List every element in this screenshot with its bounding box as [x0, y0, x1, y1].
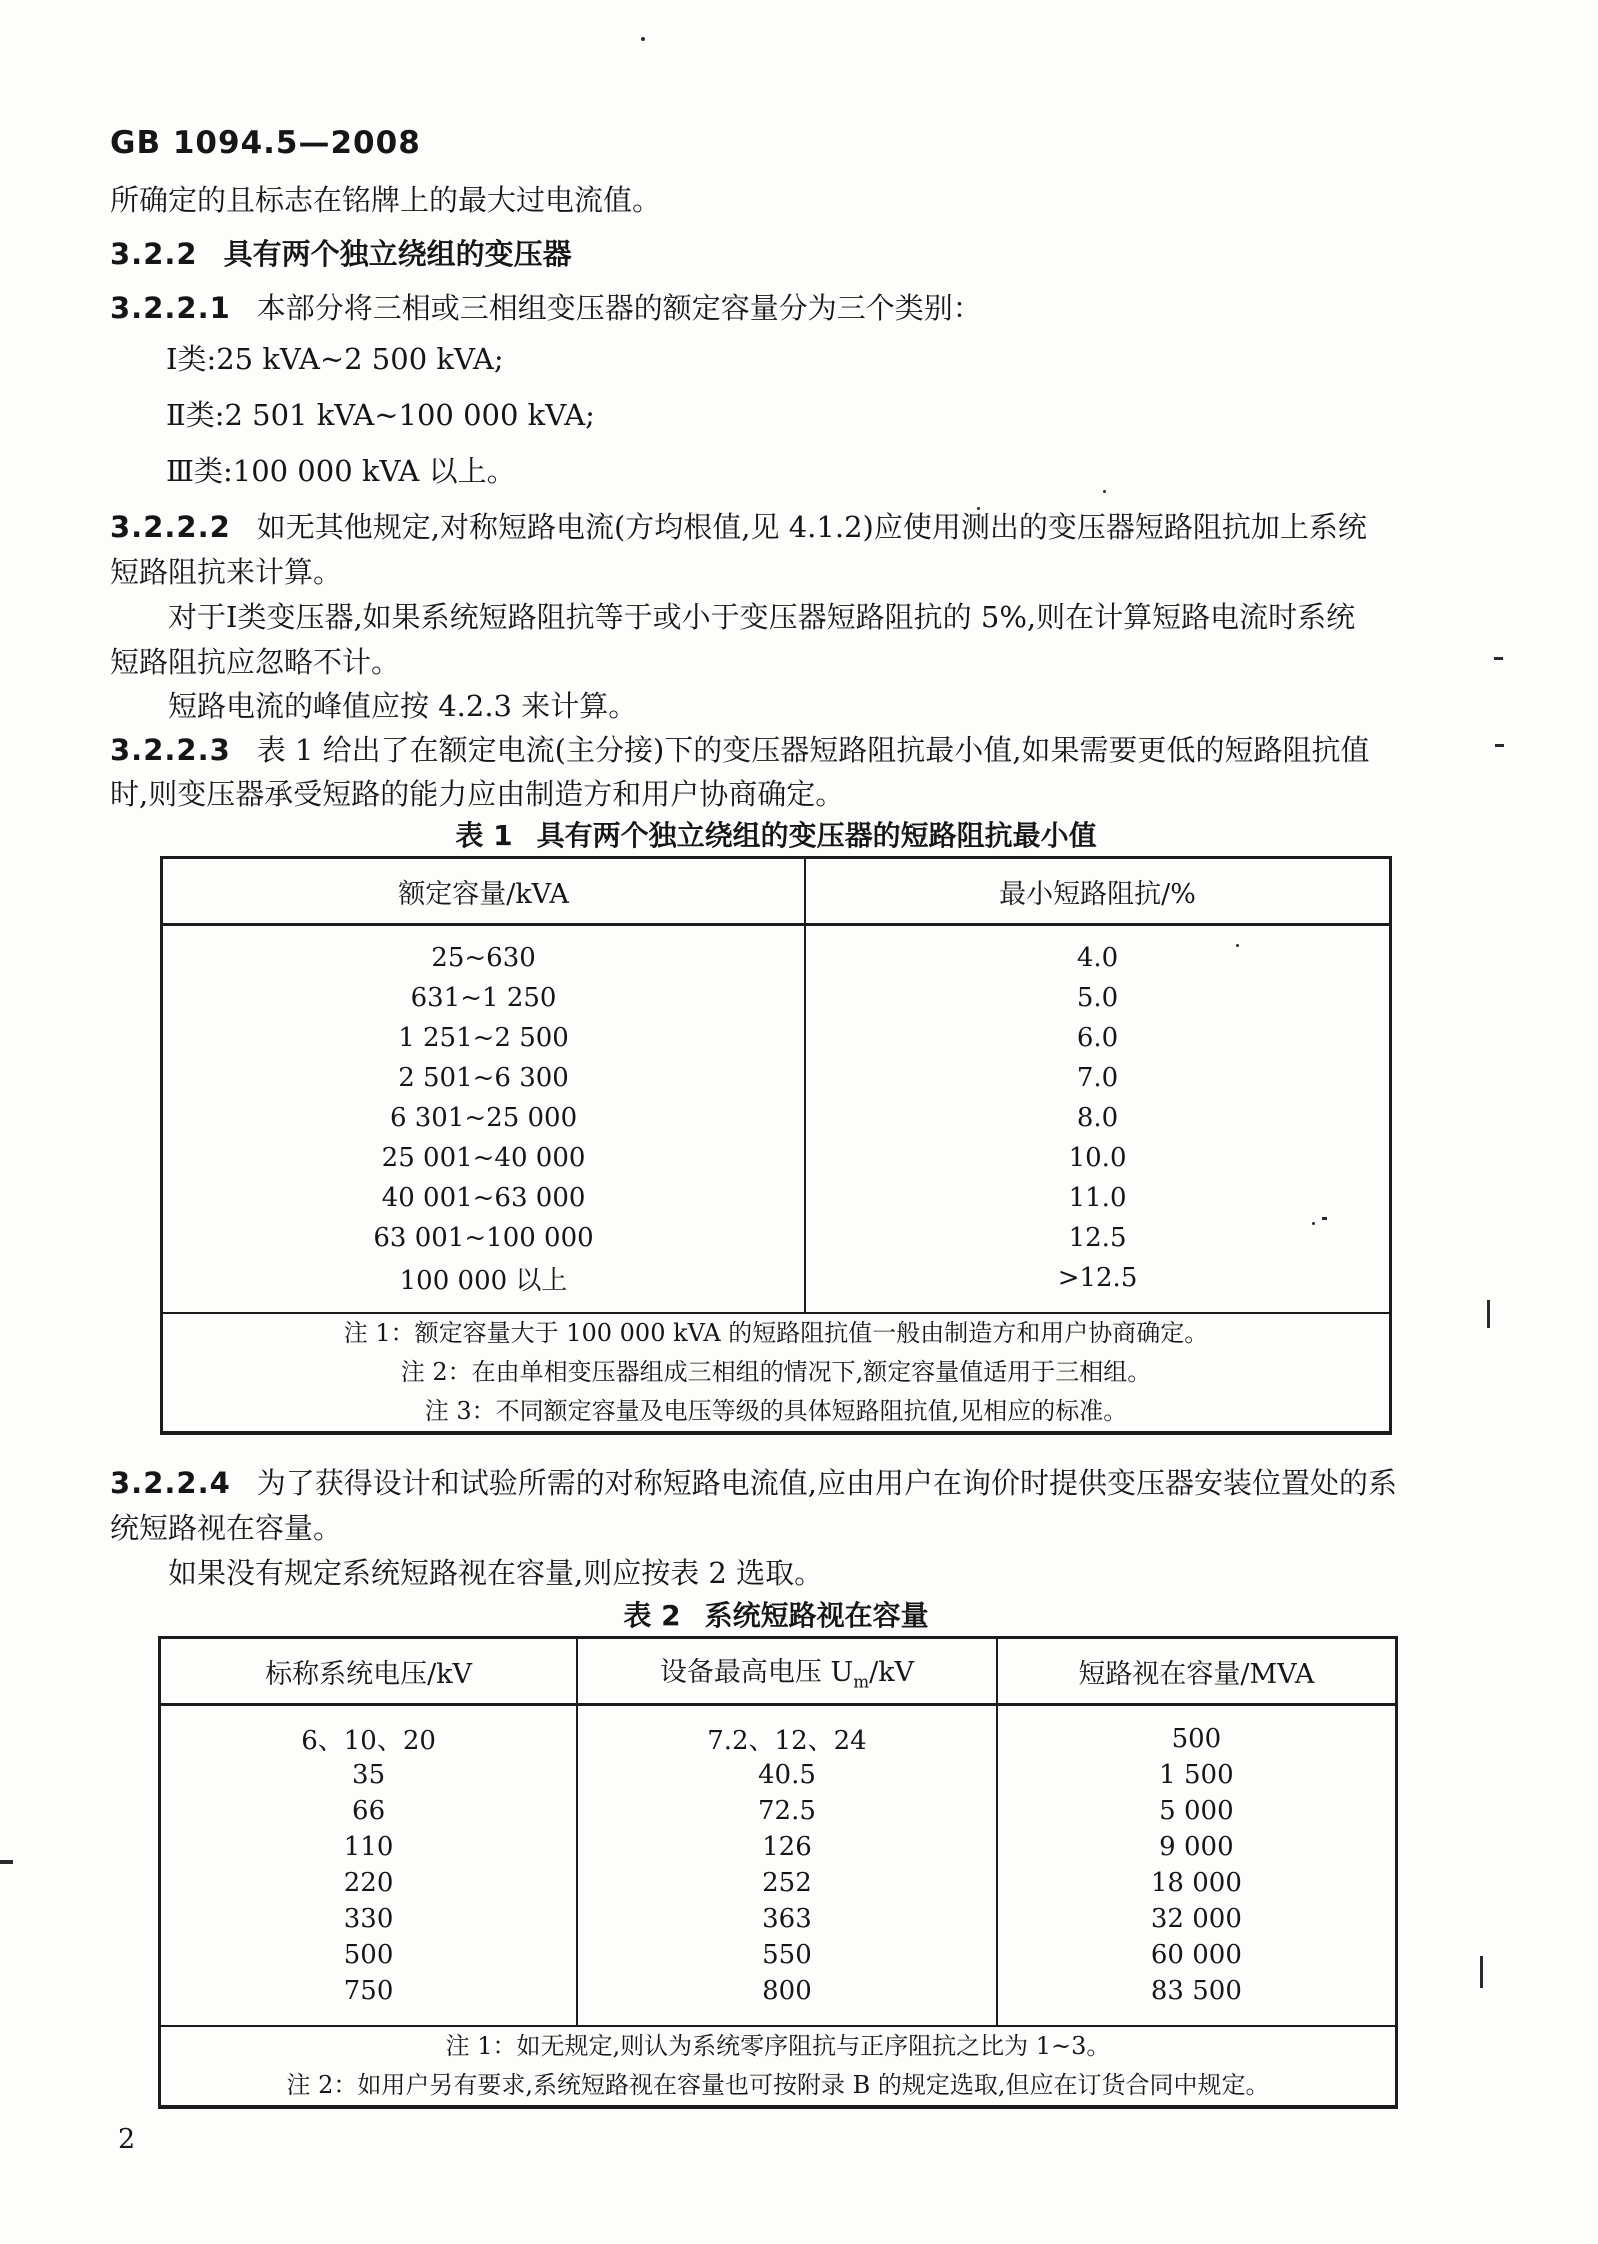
- clause-number-3-2-2-1: 3.2.2.1: [110, 291, 231, 325]
- cell-apparent-power: 1 500: [1159, 1760, 1234, 1790]
- cell-capacity: 631~1 250: [162, 978, 806, 1018]
- cell-um: 363: [577, 1901, 997, 1937]
- clause-number-3-2-2-4: 3.2.2.4: [110, 1466, 231, 1500]
- table-row: [162, 925, 1391, 979]
- cell-nominal-voltage: 6、10、20: [160, 1705, 578, 1758]
- table-row: [160, 1793, 1397, 1829]
- table2-caption: [160, 1596, 1392, 1636]
- cell-capacity: 100 000 以上: [162, 1258, 806, 1313]
- table1-note-2: 注 2：在由单相变压器组成三相组的情况下,额定容量值适用于三相组。: [400, 1358, 1152, 1386]
- um-suffix: /kV: [869, 1657, 915, 1689]
- paragraph-class1-rule-line1: 对于Ⅰ类变压器,如果系统短路阻抗等于或小于变压器短路阻抗的 5%,则在计算短路电流时系统: [168, 600, 1356, 634]
- scan-artifact: [1494, 657, 1503, 660]
- table1-header-row: [162, 858, 1391, 925]
- clause-text-3-2-2-2: 如无其他规定,对称短路电流(方均根值,见 4.1.2)应使用测出的变压器短路阻抗加上系统: [256, 510, 1367, 544]
- table1-caption-label: 表 1: [455, 819, 513, 852]
- clause-3-2-2-2-line2: 短路阻抗来计算。: [110, 555, 343, 589]
- table2-caption-title: 系统短路视在容量: [704, 1599, 929, 1632]
- paragraph-peak-current: 短路电流的峰值应按 4.2.3 来计算。: [168, 689, 638, 723]
- scan-artifact: [977, 507, 980, 510]
- table2-header-apparent-power: 短路视在容量/MVA: [997, 1638, 1397, 1705]
- clause-text-3-2-2-4: 为了获得设计和试验所需的对称短路电流值,应由用户在询价时提供变压器安装位置处的系: [256, 1466, 1397, 1500]
- scan-artifact: [1312, 1222, 1315, 1225]
- cell-um: 550: [577, 1937, 997, 1973]
- cell-nominal-voltage: 220: [160, 1865, 578, 1901]
- table-row: [162, 1178, 1391, 1218]
- table-row: [162, 1058, 1391, 1098]
- table1-caption-title: 具有两个独立绕组的变压器的短路阻抗最小值: [536, 819, 1097, 852]
- cell-capacity: 25 001~40 000: [162, 1138, 806, 1178]
- cell-apparent-power: 32 000: [1150, 1904, 1242, 1934]
- clause-text-3-2-2-3: 表 1 给出了在额定电流(主分接)下的变压器短路阻抗最小值,如果需要更低的短路阻抗值: [256, 733, 1370, 767]
- cell-apparent-power: 83 500: [1150, 1976, 1242, 2006]
- um-subscript: m: [853, 1671, 870, 1692]
- table1-notes: [162, 1313, 1391, 1433]
- clause-text-3-2-2-1: 本部分将三相或三相组变压器的额定容量分为三个类别：: [256, 291, 982, 325]
- table1-note-3: 注 3：不同额定容量及电压等级的具体短路阻抗值,见相应的标准。: [424, 1397, 1128, 1425]
- scan-artifact: [1103, 490, 1106, 493]
- scan-artifact: [1322, 1217, 1327, 1220]
- table1-header-capacity: 额定容量/kVA: [162, 858, 806, 925]
- table-row: [162, 1098, 1391, 1138]
- table-row: [162, 1258, 1391, 1313]
- cell-impedance: 12.5: [1068, 1223, 1127, 1253]
- table2-header-nominal-voltage: 标称系统电压/kV: [160, 1638, 578, 1705]
- cell-nominal-voltage: 330: [160, 1901, 578, 1937]
- table2-caption-label: 表 2: [623, 1599, 681, 1632]
- table-row: [160, 1901, 1397, 1937]
- cell-impedance: 11.0: [1068, 1183, 1127, 1213]
- table-row: [160, 1865, 1397, 1901]
- scan-artifact: [641, 37, 645, 41]
- cell-impedance: 7.0: [1076, 1063, 1119, 1093]
- cell-impedance: >12.5: [1057, 1263, 1138, 1293]
- scan-artifact: [1487, 1300, 1490, 1328]
- table2-header-um: [577, 1638, 997, 1705]
- table2-header-row: [160, 1638, 1397, 1705]
- table-row: [160, 1829, 1397, 1865]
- table-row: [162, 1138, 1391, 1178]
- clause-3-2-2-1: [110, 285, 1498, 331]
- scan-artifact: [1480, 1956, 1483, 1988]
- table-row: [160, 1757, 1397, 1793]
- cell-um: 126: [577, 1829, 997, 1865]
- cell-nominal-voltage: 750: [160, 1973, 578, 2026]
- table-row: [162, 978, 1391, 1018]
- paragraph-class1-rule-line2: 短路阻抗应忽略不计。: [110, 645, 401, 679]
- cell-apparent-power: 5 000: [1159, 1796, 1234, 1826]
- cell-um: 800: [577, 1973, 997, 2026]
- cell-impedance: 6.0: [1076, 1023, 1119, 1053]
- capacity-class-3: Ⅲ类:100 000 kVA 以上。: [166, 454, 516, 488]
- clause-number-3-2-2-3: 3.2.2.3: [110, 733, 231, 767]
- cell-um: 7.2、12、24: [577, 1705, 997, 1758]
- table2-notes: [160, 2026, 1397, 2107]
- paragraph-table2-selection: 如果没有规定系统短路视在容量,则应按表 2 选取。: [168, 1556, 824, 1590]
- page-number: 2: [118, 2124, 136, 2155]
- cell-apparent-power: 9 000: [1159, 1832, 1234, 1862]
- table1-caption: [160, 816, 1392, 856]
- table-row: [160, 1705, 1397, 1758]
- cell-capacity: 40 001~63 000: [162, 1178, 806, 1218]
- table2-note-1: 注 1：如无规定,则认为系统零序阻抗与正序阻抗之比为 1~3。: [445, 2032, 1111, 2060]
- clause-3-2-2-3-line1: [110, 728, 1498, 772]
- cell-impedance: 5.0: [1076, 983, 1119, 1013]
- cell-impedance: 10.0: [1068, 1143, 1127, 1173]
- scan-artifact: [0, 1860, 13, 1864]
- table-1-min-short-circuit-impedance: [160, 856, 1392, 1435]
- cell-impedance: 8.0: [1076, 1103, 1119, 1133]
- table-2-system-short-circuit-apparent-power: [158, 1636, 1398, 2109]
- heading-3-2-2: [110, 231, 1498, 277]
- table2-notes-row: [160, 2026, 1397, 2107]
- cell-capacity: 63 001~100 000: [162, 1218, 806, 1258]
- cell-um: 72.5: [577, 1793, 997, 1829]
- cell-apparent-power: 500: [1171, 1723, 1222, 1754]
- cell-capacity: 1 251~2 500: [162, 1018, 806, 1058]
- cell-impedance: 4.0: [1076, 943, 1119, 973]
- capacity-class-2: Ⅱ类:2 501 kVA~100 000 kVA;: [166, 398, 595, 432]
- table1-header-impedance: 最小短路阻抗/%: [805, 858, 1390, 925]
- cell-capacity: 25~630: [162, 925, 806, 979]
- cell-apparent-power: 18 000: [1150, 1868, 1242, 1898]
- cell-nominal-voltage: 66: [160, 1793, 578, 1829]
- cell-nominal-voltage: 110: [160, 1829, 578, 1865]
- table-row: [160, 1973, 1397, 2026]
- table-row: [162, 1018, 1391, 1058]
- standard-number: GB 1094.5—2008: [110, 125, 421, 161]
- scan-artifact: [1495, 744, 1504, 747]
- clause-number-3-2-2: 3.2.2: [110, 237, 198, 271]
- cell-capacity: 6 301~25 000: [162, 1098, 806, 1138]
- table2-note-2: 注 2：如用户另有要求,系统短路视在容量也可按附录 B 的规定选取,但应在订货合同中规定。: [286, 2071, 1270, 2099]
- clause-title-3-2-2: 具有两个独立绕组的变压器: [223, 237, 572, 271]
- cell-um: 40.5: [577, 1757, 997, 1793]
- cell-apparent-power: 60 000: [1150, 1940, 1242, 1970]
- clause-number-3-2-2-2: 3.2.2.2: [110, 510, 231, 544]
- cell-capacity: 2 501~6 300: [162, 1058, 806, 1098]
- table-row: [160, 1937, 1397, 1973]
- clause-3-2-2-3-line2: 时,则变压器承受短路的能力应由制造方和用户协商确定。: [110, 777, 845, 811]
- clause-3-2-2-4-line2: 统短路视在容量。: [110, 1511, 343, 1545]
- cell-um: 252: [577, 1865, 997, 1901]
- paragraph-overcurrent: 所确定的且标志在铭牌上的最大过电流值。: [110, 183, 662, 217]
- cell-nominal-voltage: 35: [160, 1757, 578, 1793]
- clause-3-2-2-4-line1: [110, 1461, 1498, 1506]
- um-prefix: 设备最高电压 U: [659, 1657, 854, 1689]
- table1-note-1: 注 1：额定容量大于 100 000 kVA 的短路阻抗值一般由制造方和用户协商确定。: [343, 1319, 1209, 1347]
- cell-nominal-voltage: 500: [160, 1937, 578, 1973]
- clause-3-2-2-2-line1: [110, 505, 1498, 550]
- capacity-class-1: Ⅰ类:25 kVA~2 500 kVA;: [166, 342, 504, 376]
- table-row: [162, 1218, 1391, 1258]
- scan-artifact: [1236, 944, 1239, 947]
- table1-notes-row: [162, 1313, 1391, 1433]
